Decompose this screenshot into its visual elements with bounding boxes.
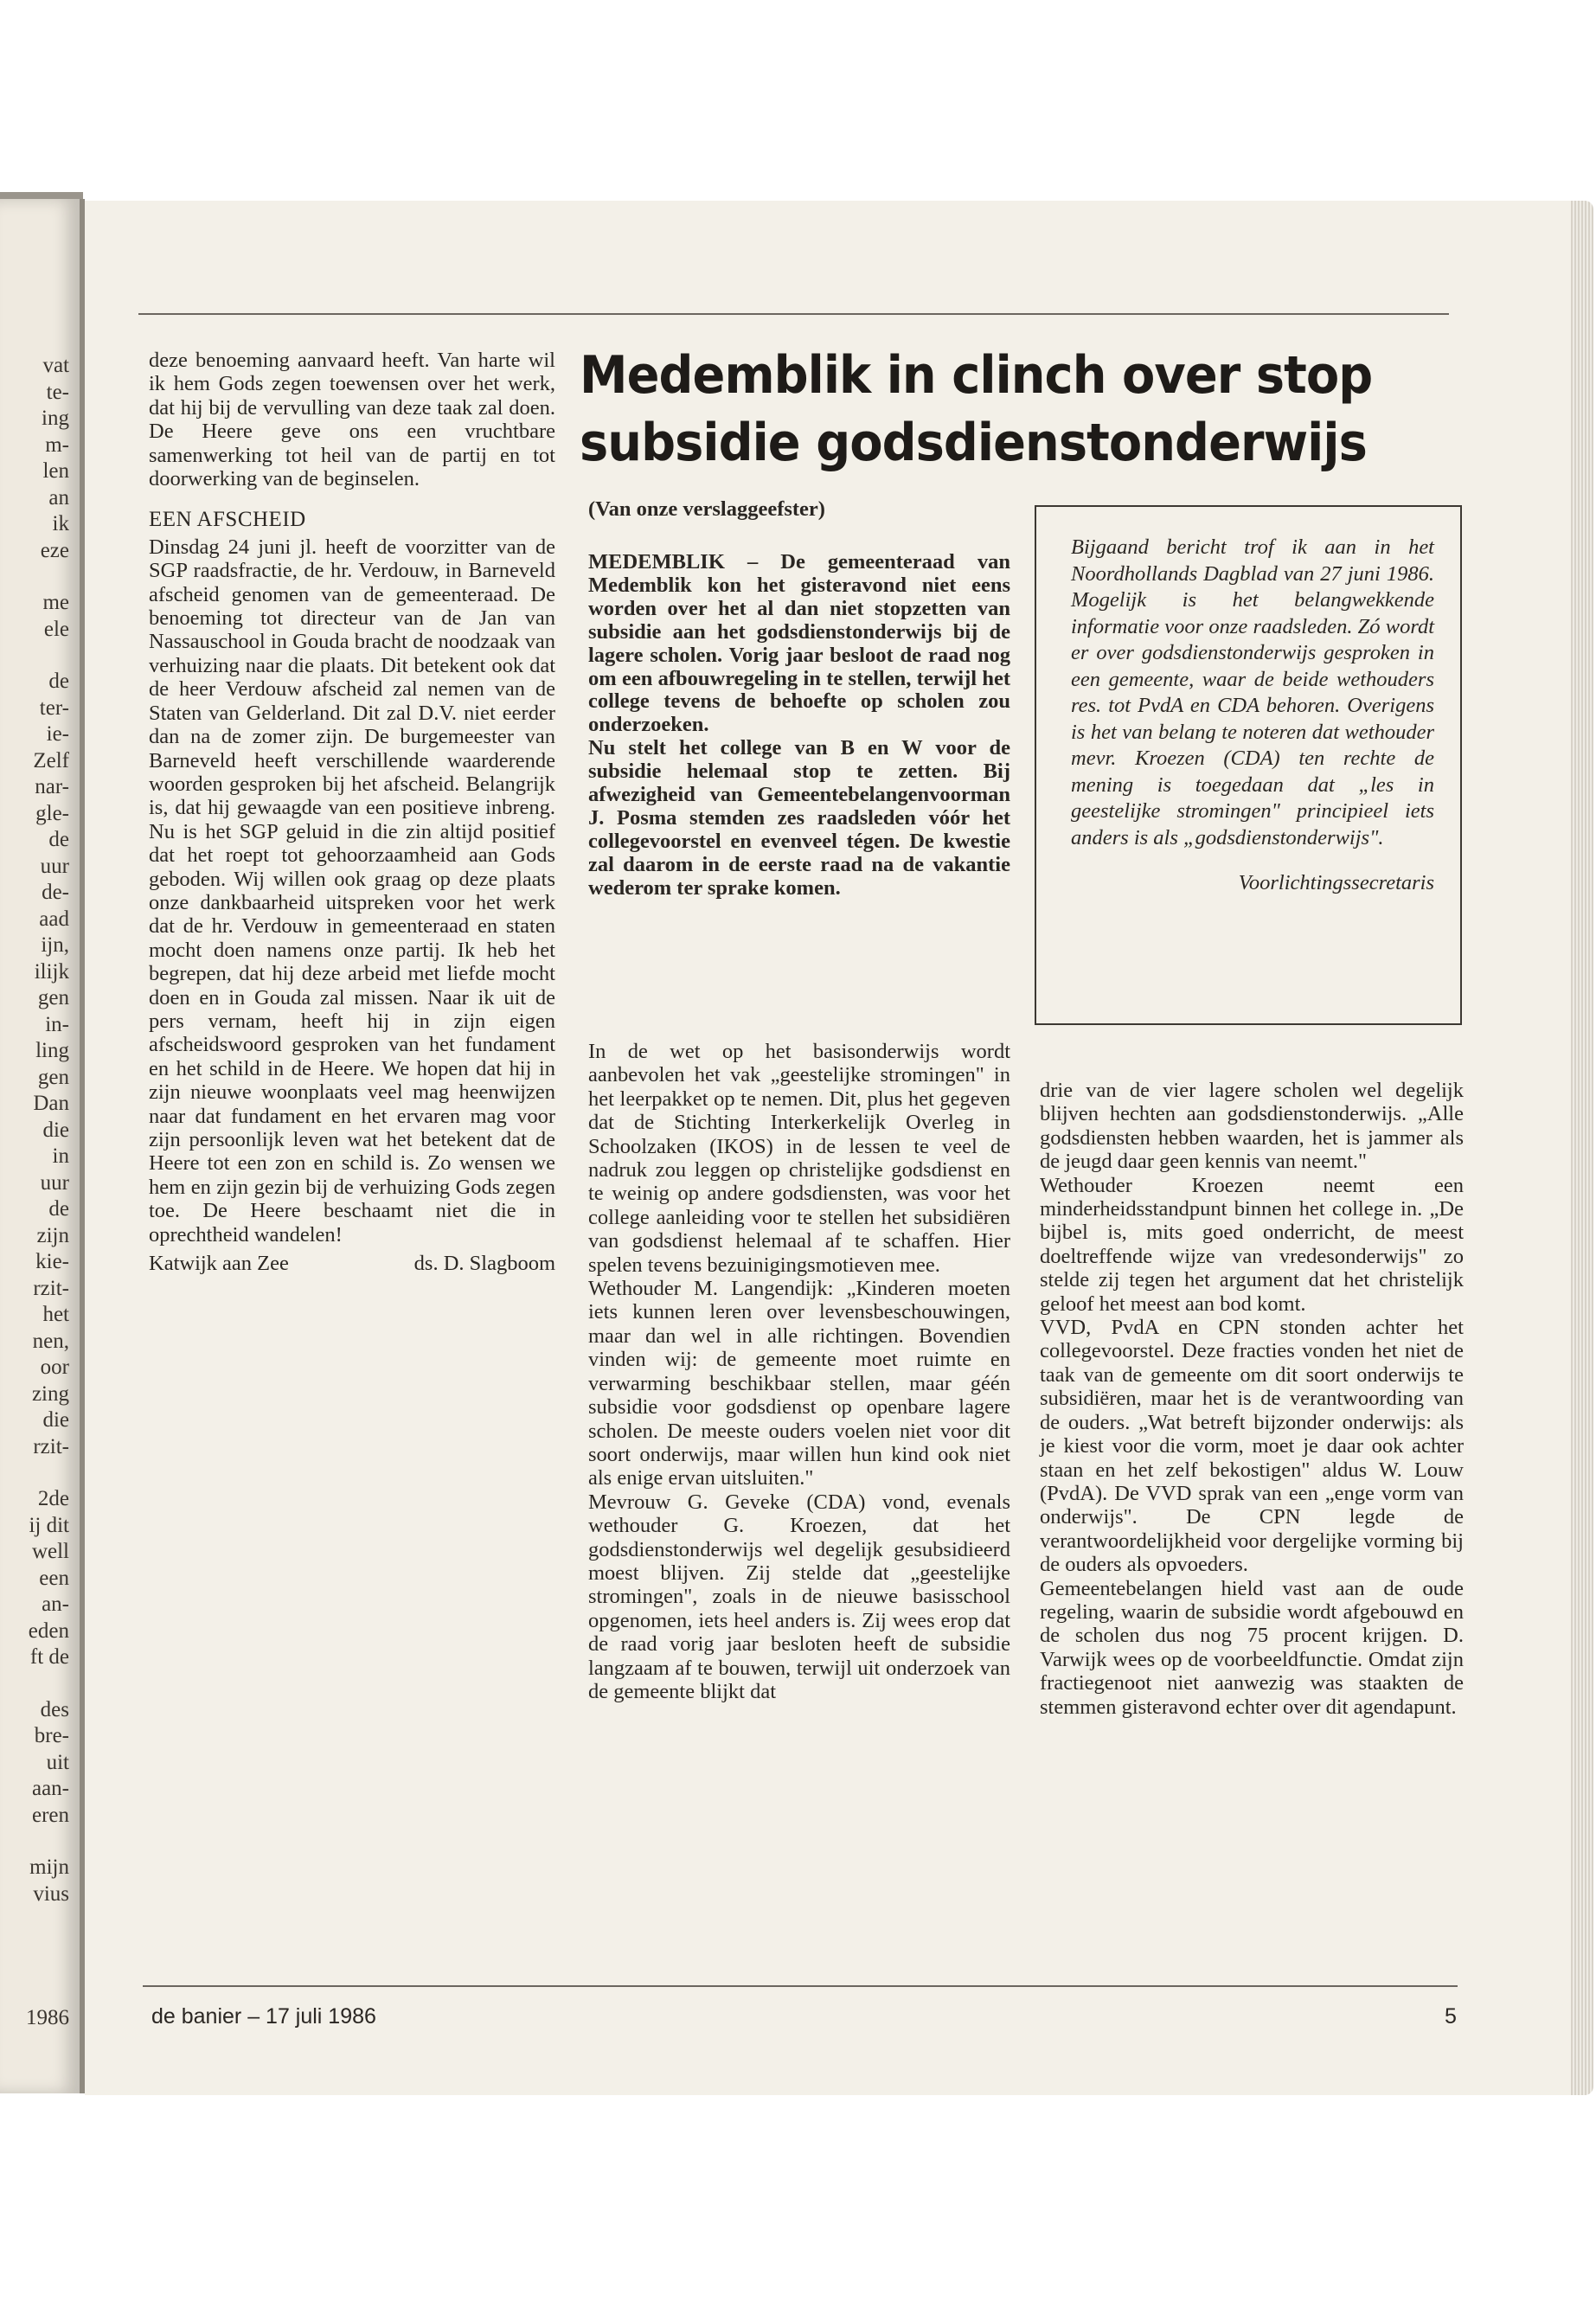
- left-page-fragment: een: [39, 1566, 69, 1590]
- left-page-fragment: an: [48, 485, 69, 510]
- sign-place: Katwijk aan Zee: [149, 1252, 289, 1276]
- left-page-fragment: in-: [45, 1012, 69, 1036]
- box-signature: Voorlichtingssecretaris: [1238, 871, 1434, 894]
- left-page-fragment: uur: [40, 854, 69, 878]
- left-page-fragment: de: [48, 1197, 69, 1221]
- left-page-fragment: an-: [42, 1593, 69, 1616]
- article-headline: [580, 342, 1392, 477]
- left-page-fragment: Dan: [33, 1092, 69, 1115]
- left-page-fragment: me: [42, 591, 69, 614]
- mid-paragraph-3: Mevrouw G. Geveke (CDA) vond, evenals wethouder G. Kroezen, dat het godsdienstonderwijs wel degelijk gesubsidieerd moest blijven. Zij stelde dat „geestelijke stromingen", zoals in de nieuwe basisschool opgenomen, iets heel anders is. Zij wees erop dat de raad vorig jaar besloten heeft de subsidie langzaam af te bouwen, terwijl uit onderzoek van de gemeente blijkt dat: [588, 1490, 1010, 1703]
- headline-line-2: subsidie godsdienstonderwijs: [580, 413, 1367, 473]
- left-page-fragment: rzit-: [33, 1434, 69, 1458]
- editor-note-box: [1035, 505, 1462, 1025]
- left-page-fragment: ijn,: [41, 933, 69, 957]
- mid-paragraph-1: In de wet op het basisonderwijs wordt aanbevolen het vak „geestelijke stromingen" in het leerpakket op te nemen. Dit, plus het gegeven dat de Stichting Interkerkelijk Overleg in Schoolzaken (IKOS) in de lessen te veel de nadruk zou leggen op christelijke godsdienst en te weinig op andere godsdiensten, was voor het college aanleiding voor te stellen het subsidiëren van godsdienst helemaal af te schaffen. Hier spelen tevens bezuinigingsmotieven mee.: [588, 1040, 1010, 1277]
- left-page-fragment: ik: [52, 512, 69, 535]
- left-page-fragment: ter-: [39, 695, 69, 720]
- bottom-rule: [143, 1985, 1458, 1987]
- left-page-fragment: vat: [42, 354, 69, 377]
- left-page-edge: [0, 199, 85, 2093]
- left-page-fragment: nar-: [35, 775, 69, 798]
- left-page-fragment: uur: [40, 1170, 69, 1195]
- right-paragraph-4: Gemeentebelangen hield vast aan de oude regeling, waarin de subsidie wordt afgebouwd en de scholen dus nog 75 procent krijgen. D. Varwijk wees op de voorbeeldfunctie. Omdat zijn fractiegenoot niet aanwezig was staakten de stemmen gisteravond echter over dit agendapunt.: [1040, 1576, 1464, 1719]
- right-paragraph-2: Wethouder Kroezen neemt een minderheidsstandpunt binnen het college in. „De bijbel is, mits goed onderricht, de meest doeltreffende wijze van vredesonderwijs" zo stelde zij tegen het argument dat het christelijk geloof het meest aan bod komt.: [1040, 1173, 1464, 1316]
- left-page-fragment: eren: [31, 1803, 69, 1827]
- right-paragraph-1: drie van de vier lagere scholen wel degelijk blijven hechten aan godsdienstonderwijs. „Alle godsdiensten hebben waarden, het is jammer als de jeugd daar geen kennis van neemt.": [1040, 1079, 1464, 1174]
- footer-page-number: 5: [1445, 2004, 1457, 2029]
- left-page-fragment: des: [40, 1697, 69, 1721]
- right-paragraph-3: VVD, PvdA en CPN stonden achter het collegevoorstel. Deze fracties vonden het niet de taak van de gemeente om dit soort onderwijs te subsidiëren, maar het is de verantwoording van de ouders. „Wat betreft bijzonder onderwijs: als je kiest voor die vorm, moet je daar ook achter staan en het zelf bekostigen" aldus W. Louw (PvdA). De VVD sprak van een „enge vorm van onderwijs". De CPN legde de verantwoordelijkheid voor dergelijke vorming bij de ouders als opvoeders.: [1040, 1316, 1464, 1577]
- footer-publication: de banier – 17 juli 1986: [151, 2004, 376, 2029]
- lead-paragraph-2: Nu stelt het college van B en W voor de subsidie helemaal stop te zetten. Bij afwezigheid van Gemeentebelangenvoorman J. Posma stemden zes raadsleden vóór het collegevoorstel en evenveel tégen. De kwestie zal daarom in de eerste raad na de vakantie wederom ter sprake komen.: [588, 736, 1010, 900]
- left-page-fragment: ij dit: [29, 1513, 69, 1537]
- left-page-fragment: rzit-: [33, 1276, 69, 1300]
- left-page-fragment: gle-: [35, 801, 69, 825]
- article-lead: [588, 551, 1010, 901]
- left-page-fragment: m-: [45, 433, 69, 457]
- left-intro: deze benoeming aanvaard heeft. Van harte wil ik hem Gods zegen toewensen over het werk, dat hij bij de vervulling van deze taak zal doen. De Heere geve ons een vruchtbare samenwerking tot heil van de partij en tot doorwerking van de beginselen.: [149, 349, 555, 491]
- left-column: [149, 349, 555, 1275]
- left-page-fragment: ling: [35, 1039, 69, 1062]
- left-page-fragment: ilijk: [34, 959, 69, 984]
- left-page-fragment: well: [31, 1540, 69, 1563]
- left-page-fragment: ing: [42, 407, 69, 430]
- box-text: Bijgaand bericht trof ik aan in het Noordhollands Dagblad van 27 juni 1986. Mogelijk is het belangwekkende informatie voor onze raadsleden. Zó wordt er over godsdienstonderwijs gesproken in een gemeente, waar de beide wethouders res. tot PvdA en CDA behoren. Overigens is het van belang te noteren dat wethouder mevr. Kroezen (CDA) ten rechte de mening is toegedaan dat „les in geestelijke stromingen" principieel iets anders is als „godsdienstonderwijs".: [1071, 535, 1434, 849]
- left-page-fragment: nen,: [32, 1329, 69, 1353]
- headline-line-1: Medemblik in clinch over stop: [580, 345, 1373, 406]
- left-page-fragment: gen: [37, 1065, 69, 1089]
- left-page-fragment: aad: [39, 907, 69, 931]
- left-page-fragment: 1986: [26, 2006, 69, 2029]
- left-body: Dinsdag 24 juni jl. heeft de voorzitter van de SGP raadsfractie, de hr. Verdouw, in Barneveld afscheid genomen van de gemeenteraad. De benoeming tot directeur van de Jan van Nassauschool in Gouda bracht de noodzaak van verhuizing naar die plaats. Dit betekent ook dat de heer Verdouw afscheid zal nemen van de Staten van Gelderland. Dit zal D.V. niet eerder dan na de zomer zijn. De burgemeester van Barneveld heeft verschillende waarderende woorden gesproken bij het afscheid. Belangrijk is, dat hij gewaagde van een positieve inbreng. Nu is het SGP geluid in die zin altijd positief dat het roept tot gehoorzaamheid aan Gods geboden. Wij willen ook graag op deze plaats onze dankbaarheid uitspreken voor het werk dat de hr. Verdouw in gemeenteraad en staten mocht doen namens onze partij. Ik heb het begrepen, dat hij deze arbeid met liefde mocht doen en in Gouda zal missen. Naar ik uit de pers vernam, heeft hij in zijn eigen afscheidswoord gesproken van het fundament en het schild in de Heere. We hopen dat hij in zijn nieuwe woonplaats veel mag heenwijzen naar dat fundament en het ervaren mag voor zijn persoonlijk leven wat het betekent dat de Heere tot een zon en schild is. Zo wensen we hem en zijn gezin bij de verhuizing Gods zegen toe. De Heere beschaamt niet die in oprechtheid wandelen!: [149, 535, 555, 1247]
- left-page-fragment: te-: [46, 380, 69, 404]
- lead-paragraph-1: MEDEMBLIK – De gemeenteraad van Medemblik kon het gisteravond niet eens worden over het al dan niet stopzetten van subsidie aan het godsdienstonderwijs bij de lagere scholen. Vorig jaar besloot de raad nog om een afbouwregeling in te stellen, terwijl het college tevens de behoefte op scholen zou onderzoeken.: [588, 550, 1010, 737]
- left-page-fragment: kie-: [35, 1250, 69, 1273]
- left-page-fragment: eze: [40, 538, 69, 562]
- left-page-fragment: ele: [43, 617, 69, 641]
- left-page-fragment: de: [48, 670, 69, 693]
- left-page-fragment: de-: [42, 881, 69, 904]
- left-page-fragment: len: [42, 459, 69, 483]
- right-column: [1040, 1079, 1464, 1719]
- middle-column: [588, 1040, 1010, 1703]
- left-page-fragment: vius: [33, 1881, 69, 1906]
- left-page-fragment: de: [48, 828, 69, 851]
- left-page-fragment: bre-: [34, 1724, 69, 1747]
- left-page-fragment: zijn: [36, 1223, 69, 1247]
- signature-line: [149, 1252, 555, 1275]
- left-page-fragment: ft de: [29, 1645, 69, 1669]
- left-page-fragment: Zelf: [33, 748, 69, 772]
- page-stack-edge: [1571, 201, 1593, 2095]
- left-page-fragment: aan-: [31, 1777, 69, 1800]
- byline: (Van onze verslaggeefster): [588, 497, 825, 521]
- left-page-fragment: ie-: [46, 722, 69, 746]
- left-page-fragment: 2de: [37, 1487, 69, 1510]
- left-page-fragment: uit: [46, 1750, 69, 1774]
- left-page-fragment: het: [42, 1303, 69, 1326]
- left-page-fragment: gen: [37, 986, 69, 1009]
- left-page-fragment: die: [42, 1408, 69, 1432]
- left-page-fragment: oor: [40, 1356, 69, 1379]
- sign-author: ds. D. Slagboom: [413, 1252, 555, 1276]
- mid-paragraph-2: Wethouder M. Langendijk: „Kinderen moeten iets kunnen leren over levensbeschouwingen, maar dan wel in alle richtingen. Bovendien vinden wij: de gemeente moet ruimte en verwarming beschikbaar stellen, maar géén subsidie voor godsdienst op openbare lagere scholen. De meeste ouders voelen niet voor dit soort onderwijs, maar willen hun kind ook niet als enige ervan uitsluiten.": [588, 1277, 1010, 1490]
- left-page-fragment: mijn: [29, 1856, 69, 1879]
- top-rule: [138, 313, 1449, 315]
- left-page-fragment: zing: [31, 1381, 69, 1406]
- subheading-een-afscheid: EEN AFSCHEID: [149, 508, 306, 532]
- left-page-fragment: in: [52, 1144, 69, 1168]
- left-page-fragment: die: [42, 1118, 69, 1142]
- left-page-fragment: eden: [28, 1618, 69, 1643]
